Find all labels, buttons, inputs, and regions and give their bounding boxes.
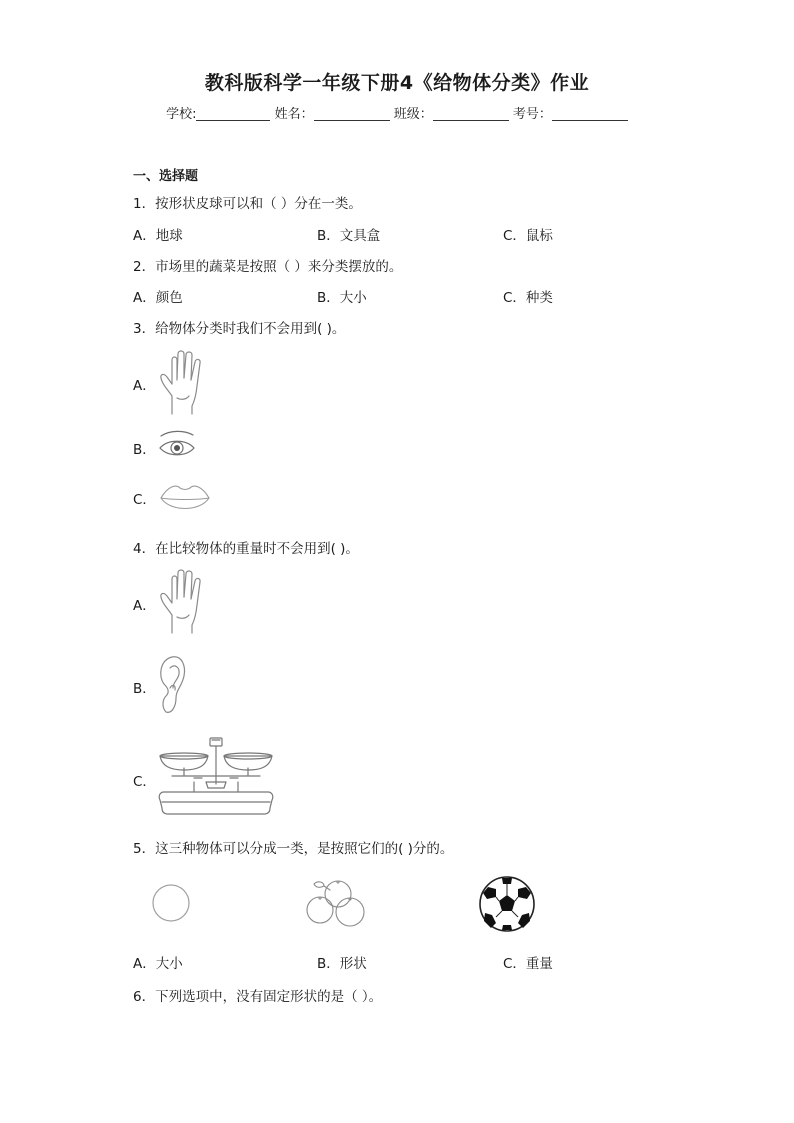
q3-option-a[interactable]: A． (133, 378, 156, 394)
school-label: 学校: (166, 107, 197, 122)
page-title: 教科版科学一年级下册4《给物体分类》作业 (204, 72, 590, 94)
question-3: 3．给物体分类时我们不会用到( )。 (133, 321, 346, 337)
section-title: 一、选择题 (133, 169, 199, 184)
lips-icon (158, 478, 212, 518)
ear-icon (158, 654, 188, 716)
circle-icon (150, 882, 192, 924)
q3-option-b[interactable]: B． (133, 442, 156, 458)
q2-option-a[interactable]: A．颜色 (133, 290, 183, 306)
soccer-ball-icon (478, 875, 536, 933)
q1-option-c[interactable]: C．鼠标 (503, 228, 553, 244)
exam-number-blank[interactable] (552, 106, 628, 121)
eye-icon (158, 430, 196, 462)
q4-option-b[interactable]: B． (133, 681, 156, 697)
hand-icon (158, 567, 214, 635)
school-field (166, 103, 270, 122)
question-6: 6．下列选项中，没有固定形状的是（ ）。 (133, 989, 383, 1005)
exam-number-label: 考号： (512, 107, 552, 122)
balance-scale-icon (154, 736, 278, 820)
class-blank[interactable] (433, 106, 509, 121)
question-4: 4．在比较物体的重量时不会用到( )。 (133, 541, 359, 557)
q4-option-a[interactable]: A． (133, 598, 156, 614)
hand-icon (158, 348, 214, 416)
q5-option-b[interactable]: B．形状 (317, 956, 367, 972)
q1-option-b[interactable]: B．文具盒 (317, 228, 381, 244)
name-label: 姓名： (274, 107, 314, 122)
question-2: 2．市场里的蔬菜是按照（ ）来分类摆放的。 (133, 259, 403, 275)
name-blank[interactable] (314, 106, 390, 121)
name-field (275, 103, 390, 122)
student-info-row (0, 103, 794, 122)
question-5: 5．这三种物体可以分成一类，是按照它们的( )分的。 (133, 841, 454, 857)
question-1: 1．按形状皮球可以和（ ）分在一类。 (133, 196, 362, 212)
q3-option-c[interactable]: C． (133, 492, 156, 508)
q5-option-c[interactable]: C．重量 (503, 956, 553, 972)
oranges-icon (300, 876, 370, 930)
q1-option-a[interactable]: A．地球 (133, 228, 183, 244)
school-blank[interactable] (196, 106, 270, 121)
q2-option-b[interactable]: B．大小 (317, 290, 367, 306)
q5-option-a[interactable]: A．大小 (133, 956, 183, 972)
class-label: 班级： (393, 107, 433, 122)
q4-option-c[interactable]: C． (133, 774, 156, 790)
class-field (394, 103, 509, 122)
exam-number-field (513, 103, 628, 122)
q2-option-c[interactable]: C．种类 (503, 290, 553, 306)
